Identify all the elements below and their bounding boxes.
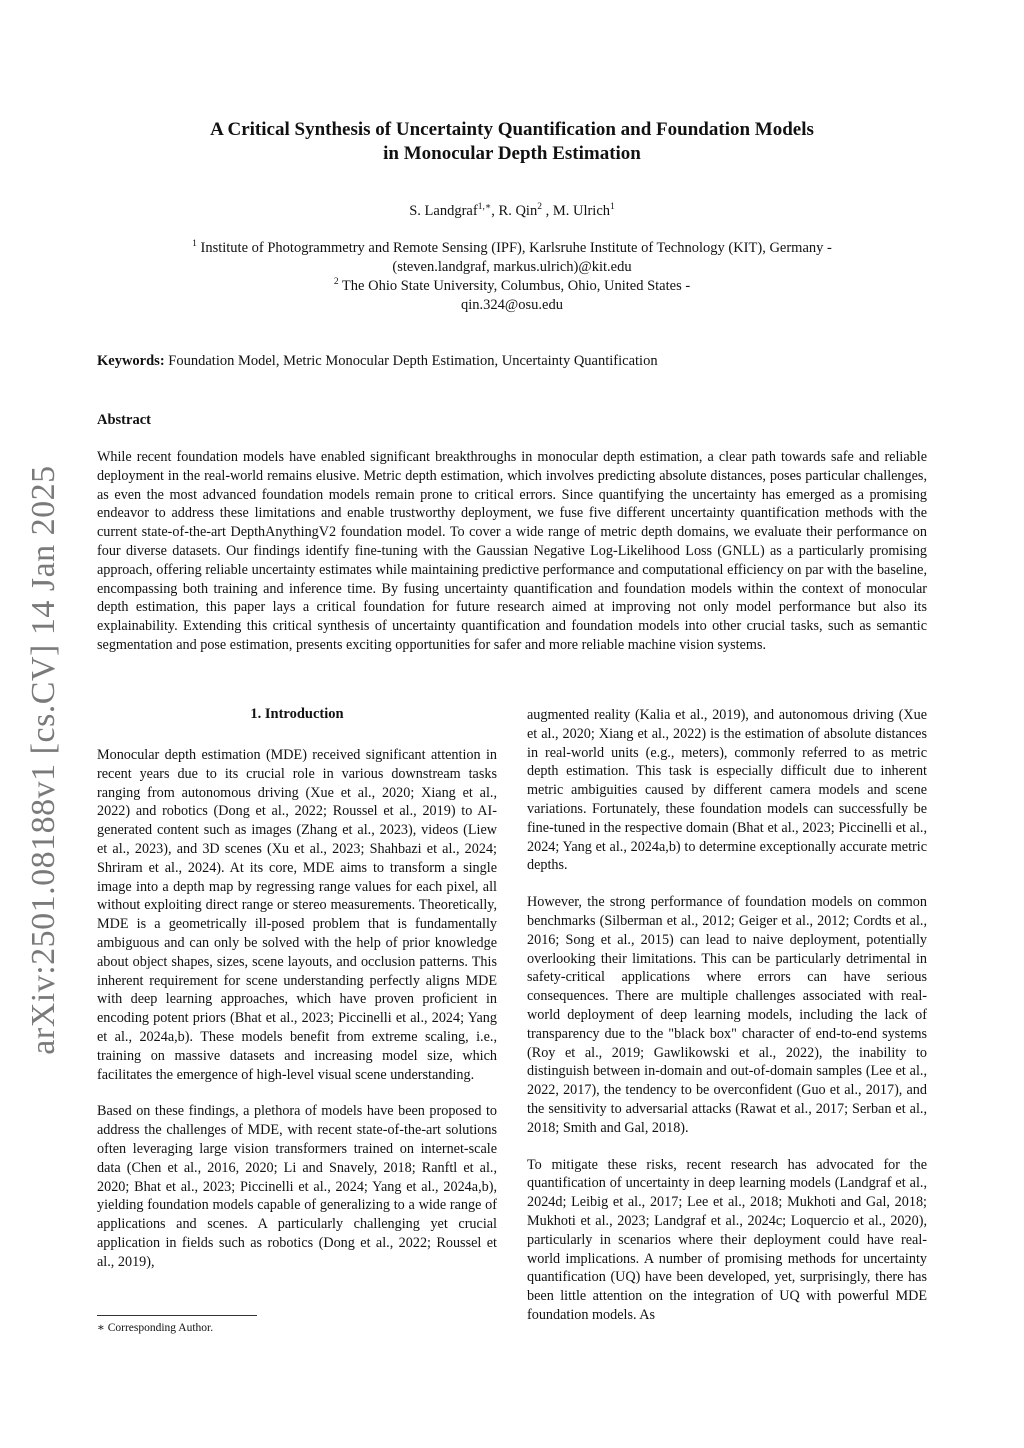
affiliation-1-sup: 1 [192, 239, 197, 250]
footnote: ∗ Corresponding Author. [97, 1322, 214, 1334]
keywords [97, 353, 927, 370]
author-3: , M. Ulrich [541, 203, 611, 219]
author-2-sup: 2 [537, 202, 542, 213]
author-2: , R. Qin [491, 203, 538, 219]
paragraph: To mitigate these risks, recent research has advocated for the quantification of uncertainty in deep learning models (Landgraf et al., 2024d; Leibig et al., 2017; Lee et al., 2018; Mukhoti and Gal, 2018; Mukhoti et al., 2023; Landgraf et al., 2024c; Loquercio et al., 2020), particularly in scenarios where their deployment could have real-world implications. A number of promising methods for uncertainty quantification (UQ) have been developed, yet, surprisingly, there has been little attention on the integration of UQ with powerful MDE foundation models. As [527, 1156, 927, 1323]
footnote-rule [97, 1315, 257, 1316]
abstract-heading: Abstract [97, 412, 151, 428]
affiliation-2-sup: 2 [333, 277, 339, 288]
affiliation-2-text: The Ohio State University, Columbus, Ohio, United States - [338, 278, 691, 294]
author-1: S. Landgraf [409, 203, 478, 219]
affiliation-1-email: (steven.landgraf, markus.ulrich)@kit.edu [392, 259, 632, 275]
abstract-text: While recent foundation models have enabled significant breakthroughs in monocular depth estimation, a clear path towards safe and reliable deployment in the real-world remains elusive. Metric depth estimation, which involves predicting absolute distances, poses particular challenges, as even the most advanced foundation models remain prone to critical errors. Since quantifying the uncertainty has emerged as a promising endeavor to address these limitations and enable trustworthy deployment, we fuse five different uncertainty quantification methods with the current state-of-the-art DepthAnythingV2 foundation model. To cover a wide range of metric depth domains, we evaluate their performance on four diverse datasets. Our findings identify fine-tuning with the Gaussian Negative Log-Likelihood Loss (GNLL) as a particularly promising approach, offering reliable uncertainty estimates while maintaining predictive performance and computational efficiency on par with the baseline, encompassing both training and inference time. By fusing uncertainty quantification and foundation models within the context of monocular depth estimation, this paper lays a critical foundation for future research aimed at improving not only model performance but also its explainability. Extending this critical synthesis of uncertainty quantification and foundation models into other crucial tasks, such as semantic segmentation and pose estimation, presents exciting opportunities for safer and more reliable machine vision systems. [97, 449, 927, 653]
affiliation-1-text: Institute of Photogrammetry and Remote Sensing (IPF), Karlsruhe Institute of Technology (KIT), Germany - [196, 240, 832, 256]
introduction-heading: 1. Introduction [250, 706, 344, 722]
body-columns [97, 706, 927, 1356]
paper-title [97, 118, 927, 166]
affiliation-2 [97, 277, 927, 296]
paragraph: However, the strong performance of foundation models on common benchmarks (Silberman et al., 2012; Geiger et al., 2012; Cordts et al., 2016; Song et al., 2015) can lead to naive deployment, potentially overlooking their limitations. This can be particularly detrimental in safety-critical applications where errors can have serious consequences. There are multiple challenges associated with real-world deployment of deep learning models, including the lack of transparency due to the "black box" character of end-to-end systems (Roy et al., 2019; Gawlikowski et al., 2022), the inability to distinguish between in-domain and out-of-domain samples (Lee et al., 2022, 2017), the tendency to be overconfident (Guo et al., 2017), and the sensitivity to adversarial attacks (Rawat et al., 2017; Serban et al., 2018; Smith and Gal, 2018). [527, 894, 927, 1136]
paper-header [97, 118, 927, 655]
author-list [97, 203, 927, 220]
arxiv-identifier: arXiv:2501.08188v1 [cs.CV] 14 Jan 2025 [25, 465, 62, 1055]
right-column [527, 706, 927, 1343]
title-line-1: A Critical Synthesis of Uncertainty Quantification and Foundation Models [210, 119, 814, 140]
title-line-2: in Monocular Depth Estimation [383, 143, 641, 164]
affiliation-1 [97, 239, 927, 258]
affiliations [97, 239, 927, 315]
arxiv-sidebar [0, 0, 90, 1448]
affiliation-2-email: qin.324@osu.edu [461, 297, 563, 313]
keywords-label: Keywords: [97, 353, 165, 369]
left-column [97, 706, 497, 1334]
keywords-text: Foundation Model, Metric Monocular Depth Estimation, Uncertainty Quantification [164, 353, 658, 369]
author-1-sup: 1,∗ [477, 202, 492, 213]
paragraph: Monocular depth estimation (MDE) received significant attention in recent years due to its crucial role in various downstream tasks ranging from autonomous driving (Xue et al., 2020; Xiang et al., 2022) and robotics (Dong et al., 2022; Roussel et al., 2019) to AI-generated content such as images (Zhang et al., 2023), videos (Liew et al., 2023), and 3D scenes (Xu et al., 2023; Shahbazi et al., 2024; Shriram et al., 2024). At its core, MDE aims to transform a single image into a depth map by regressing range values for each pixel, all without exploiting direct range or stereo measurements. Theoretically, MDE is a geometrically ill-posed problem that is fundamentally ambiguous and can only be solved with the help of prior knowledge about object shapes, sizes, scene layouts, and occlusion patterns. This inherent requirement for scene understanding perfectly aligns MDE with deep learning approaches, which have proven proficient in encoding potent priors (Bhat et al., 2023; Piccinelli et al., 2024; Yang et al., 2024a,b). These models benefit from extreme scaling, i.e., training on massive datasets and increasing model size, which facilitates the emergence of high-level visual scene understanding. [97, 747, 497, 1083]
author-3-sup: 1 [610, 202, 615, 213]
paragraph: Based on these findings, a plethora of models have been proposed to address the challenges of MDE, with recent state-of-the-art solutions often leveraging large vision transformers trained on internet-scale data (Chen et al., 2016, 2020; Li and Snavely, 2018; Ranftl et al., 2020; Bhat et al., 2023; Piccinelli et al., 2024; Yang et al., 2024a,b), yielding foundation models capable of generalizing to a wide range of applications and scenes. A particularly challenging yet crucial application in fields such as robotics (Dong et al., 2022; Roussel et al., 2019), [97, 1103, 497, 1270]
paragraph: augmented reality (Kalia et al., 2019), and autonomous driving (Xue et al., 2020; Xiang et al., 2022) is the estimation of absolute distances in real-world units (e.g., meters), commonly referred to as metric depth estimation. This task is especially difficult due to inherent metric ambiguities caused by different camera models and scene variations. Fortunately, these foundation models can successfully be fine-tuned in the respective domain (Bhat et al., 2023; Piccinelli et al., 2024; Yang et al., 2024a,b) to determine exceptionally accurate metric depths. [527, 707, 927, 874]
